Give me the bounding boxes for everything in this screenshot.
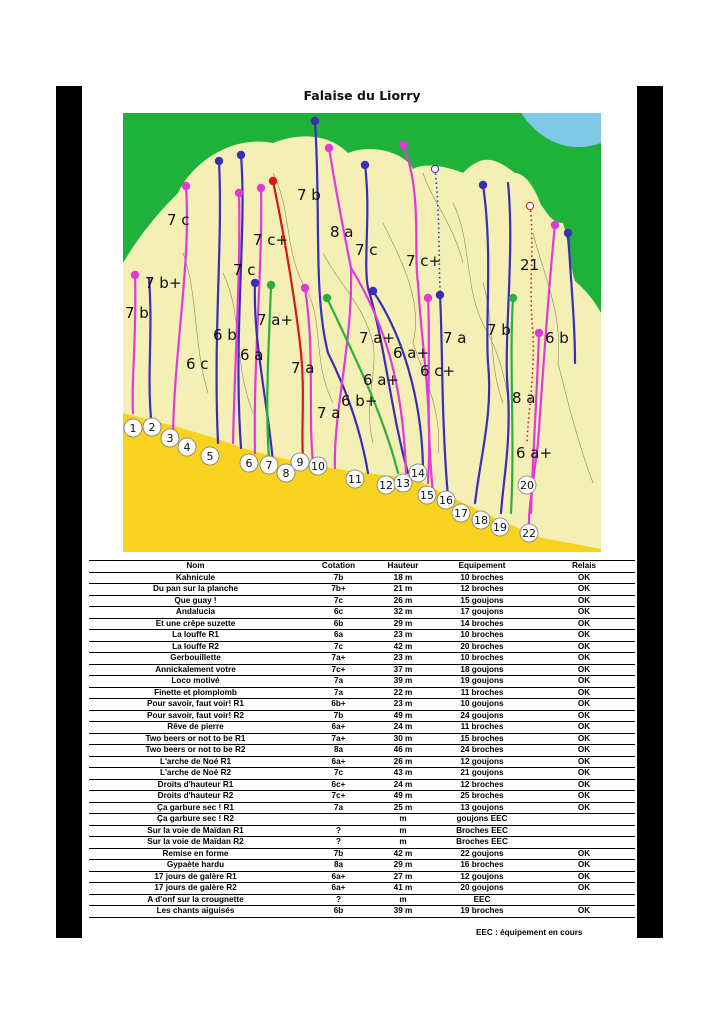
cell-equipement: 11 broches (431, 687, 533, 699)
route-grade-label: 6 b+ (341, 392, 378, 410)
table-row (89, 687, 635, 699)
cell-cotation: 6b (302, 618, 375, 630)
table-row (89, 699, 635, 711)
right-black-border (637, 86, 663, 938)
table-row (89, 871, 635, 883)
cell-equipement: 12 broches (431, 779, 533, 791)
cell-nom: Andalucia (89, 607, 302, 619)
cell-nom: Que guay ! (89, 595, 302, 607)
table-row (89, 883, 635, 895)
cell-equipement: 10 broches (431, 630, 533, 642)
route-number-label: 4 (183, 441, 191, 454)
cell-equipement: 11 broches (431, 722, 533, 734)
cell-cotation: 7c+ (302, 791, 375, 803)
cell-hauteur: 39 m (375, 906, 431, 918)
route-number-label: 7 (265, 459, 273, 472)
cell-relais: OK (533, 676, 635, 688)
cell-nom: Finette et plomplomb (89, 687, 302, 699)
route-anchor-dot (301, 284, 309, 292)
route-number-label: 15 (420, 489, 434, 502)
table-row (89, 572, 635, 584)
route-number-label: 5 (206, 450, 214, 463)
cell-cotation: 7c (302, 641, 375, 653)
cell-hauteur: 27 m (375, 871, 431, 883)
route-number-label: 8 (282, 467, 290, 480)
cell-cotation: 7b+ (302, 584, 375, 596)
table-header-row (89, 561, 635, 573)
cell-cotation: 7b (302, 710, 375, 722)
cell-equipement: Broches EEC (431, 837, 533, 849)
route-number-marker (418, 486, 436, 504)
table-row (89, 733, 635, 745)
cell-cotation: 6b (302, 906, 375, 918)
cell-equipement: Broches EEC (431, 825, 533, 837)
footnote: EEC : équipement en cours (476, 928, 583, 937)
route-anchor-dot (399, 141, 407, 149)
cell-cotation: 7a+ (302, 733, 375, 745)
route-number-label: 19 (493, 521, 507, 534)
cell-nom: Rêve de pierre (89, 722, 302, 734)
cell-equipement: 20 broches (431, 641, 533, 653)
cell-cotation: 8a (302, 745, 375, 757)
cell-cotation: 6c+ (302, 779, 375, 791)
cell-hauteur: 26 m (375, 595, 431, 607)
route-anchor-dot (479, 181, 487, 189)
table-row (89, 630, 635, 642)
cell-relais: OK (533, 618, 635, 630)
table-row (89, 584, 635, 596)
route-number-label: 11 (348, 473, 362, 486)
cell-hauteur: 24 m (375, 722, 431, 734)
cell-nom: A d'onf sur la crougnette (89, 894, 302, 906)
cell-hauteur: 42 m (375, 641, 431, 653)
cell-nom: Kahnicule (89, 572, 302, 584)
route-anchor-dot (424, 294, 432, 302)
route-grade-label: 6 a+ (363, 371, 400, 389)
cell-nom: Pour savoir, faut voir! R2 (89, 710, 302, 722)
cell-hauteur: 43 m (375, 768, 431, 780)
cell-nom: Two beers or not to be R1 (89, 733, 302, 745)
route-number-marker (240, 454, 258, 472)
cell-nom: La louffe R1 (89, 630, 302, 642)
route-anchor-dot (361, 161, 369, 169)
cell-relais: OK (533, 699, 635, 711)
cell-relais: OK (533, 860, 635, 872)
cell-cotation: ? (302, 825, 375, 837)
table-row (89, 641, 635, 653)
table-row (89, 664, 635, 676)
header-nom: Nom (89, 561, 302, 573)
route-anchor-dot (269, 177, 277, 185)
table-row (89, 676, 635, 688)
route-grade-label: 7 b+ (145, 274, 182, 292)
cell-nom: 17 jours de galère R1 (89, 871, 302, 883)
cell-equipement: 15 goujons (431, 595, 533, 607)
cell-nom: Gypaète hardu (89, 860, 302, 872)
cell-equipement: 17 goujons (431, 607, 533, 619)
route-grade-label: 6 a+ (393, 344, 430, 362)
route-number-marker (409, 464, 427, 482)
route-number-marker (518, 476, 536, 494)
route-grade-label: 7 a+ (257, 311, 294, 329)
route-grade-label: 6 c+ (420, 362, 456, 380)
route-number-label: 1 (129, 422, 137, 435)
route-grade-label: 6 b (213, 326, 237, 344)
route-number-label: 13 (396, 477, 410, 490)
cell-nom: Sur la voie de Maïdan R2 (89, 837, 302, 849)
table-row (89, 906, 635, 918)
cell-hauteur: m (375, 837, 431, 849)
cell-hauteur: 32 m (375, 607, 431, 619)
route-grade-label: 7 c+ (406, 252, 442, 270)
cell-cotation: 7b (302, 572, 375, 584)
table-row (89, 710, 635, 722)
route-anchor-dot (551, 221, 559, 229)
cell-equipement: 16 broches (431, 860, 533, 872)
cell-relais: OK (533, 641, 635, 653)
cell-hauteur: 25 m (375, 802, 431, 814)
route-number-marker (520, 524, 538, 542)
route-anchor-dot (311, 117, 319, 125)
cell-nom: Remise en forme (89, 848, 302, 860)
cell-hauteur: 23 m (375, 653, 431, 665)
cell-equipement: 24 broches (431, 745, 533, 757)
route-grade-label: 21 (520, 256, 540, 274)
cell-relais: OK (533, 722, 635, 734)
cell-relais: OK (533, 710, 635, 722)
route-anchor-dot (251, 279, 259, 287)
cell-nom: Ça garbure sec ! R2 (89, 814, 302, 826)
table-row (89, 802, 635, 814)
table-row (89, 756, 635, 768)
cell-hauteur: 26 m (375, 756, 431, 768)
table-row (89, 745, 635, 757)
cell-cotation (302, 814, 375, 826)
table-row (89, 848, 635, 860)
route-number-marker (472, 511, 490, 529)
header-equipement: Equipement (431, 561, 533, 573)
cell-hauteur: 29 m (375, 618, 431, 630)
cell-relais: OK (533, 883, 635, 895)
cell-nom: Les chants aiguisés (89, 906, 302, 918)
route-anchor-dot (509, 294, 517, 302)
cell-relais: OK (533, 733, 635, 745)
cell-equipement: 21 goujons (431, 768, 533, 780)
route-anchor-dot (257, 184, 265, 192)
cell-cotation: 7b (302, 848, 375, 860)
route-number-marker (309, 457, 327, 475)
cell-relais: OK (533, 584, 635, 596)
cell-relais (533, 814, 635, 826)
route-number-marker (143, 418, 161, 436)
cell-hauteur: 29 m (375, 860, 431, 872)
table-row (89, 607, 635, 619)
cell-hauteur: 23 m (375, 699, 431, 711)
cell-cotation: 7a (302, 687, 375, 699)
cell-equipement: 19 goujons (431, 676, 533, 688)
table-row (89, 791, 635, 803)
route-grade-label: 6 a+ (516, 444, 553, 462)
route-anchor-dot (369, 287, 377, 295)
cell-hauteur: 37 m (375, 664, 431, 676)
route-number-marker (437, 491, 455, 509)
cell-equipement: 12 broches (431, 584, 533, 596)
cell-relais: OK (533, 871, 635, 883)
cell-hauteur: 30 m (375, 733, 431, 745)
cell-hauteur: 18 m (375, 572, 431, 584)
cell-relais (533, 894, 635, 906)
cell-equipement: EEC (431, 894, 533, 906)
page-title: Falaise du Liorry (303, 88, 421, 103)
cell-nom: Sur la voie de Maïdan R1 (89, 825, 302, 837)
header-cotation: Cotation (302, 561, 375, 573)
table-row (89, 837, 635, 849)
route-grade-label: 7 c (167, 211, 190, 229)
cell-equipement: 24 goujons (431, 710, 533, 722)
cell-cotation: 6b+ (302, 699, 375, 711)
route-number-label: 6 (245, 457, 253, 470)
header-relais: Relais (533, 561, 635, 573)
route-anchor-dot (323, 294, 331, 302)
route-grade-label: 7 a (317, 404, 341, 422)
cell-relais: OK (533, 607, 635, 619)
route-number-marker (201, 447, 219, 465)
cell-hauteur: 42 m (375, 848, 431, 860)
table-row (89, 825, 635, 837)
left-black-border (56, 86, 82, 938)
cell-cotation: 7c+ (302, 664, 375, 676)
cell-cotation: 6a+ (302, 722, 375, 734)
cell-nom: Ça garbure sec ! R1 (89, 802, 302, 814)
route-grade-label: 7 c (355, 241, 378, 259)
route-anchor-dot (237, 151, 245, 159)
route-number-marker (291, 453, 309, 471)
cell-cotation: 7a (302, 802, 375, 814)
route-number-label: 20 (520, 479, 534, 492)
cell-relais: OK (533, 653, 635, 665)
cell-equipement: 18 goujons (431, 664, 533, 676)
route-number-marker (394, 474, 412, 492)
route-anchor-dot (535, 329, 543, 337)
route-number-marker (260, 456, 278, 474)
cell-relais: OK (533, 779, 635, 791)
route-grade-label: 6 b (545, 329, 569, 347)
cell-equipement: 12 goujons (431, 756, 533, 768)
cell-relais: OK (533, 664, 635, 676)
cell-cotation: 7a (302, 676, 375, 688)
route-anchor-dot (131, 271, 139, 279)
cell-cotation: 7a+ (302, 653, 375, 665)
route-grade-label: 8 a (512, 389, 536, 407)
cell-nom: La louffe R2 (89, 641, 302, 653)
route-number-marker (161, 429, 179, 447)
route-grade-label: 7 b (297, 186, 321, 204)
cell-equipement: 14 broches (431, 618, 533, 630)
route-number-marker (377, 476, 395, 494)
table-row (89, 894, 635, 906)
table-row (89, 814, 635, 826)
table-body (89, 572, 635, 917)
cell-hauteur: m (375, 825, 431, 837)
route-line (149, 278, 151, 418)
cell-equipement: 10 broches (431, 572, 533, 584)
route-number-label: 3 (166, 432, 174, 445)
route-grade-label: 7 c+ (253, 231, 289, 249)
route-grade-label: 7 c (233, 261, 256, 279)
route-grade-label: 6 c (186, 355, 209, 373)
cell-equipement: 20 goujons (431, 883, 533, 895)
cell-nom: Droits d'hauteur R1 (89, 779, 302, 791)
cell-relais: OK (533, 745, 635, 757)
cell-equipement: 15 broches (431, 733, 533, 745)
cell-hauteur: m (375, 894, 431, 906)
cell-nom: Pour savoir, faut voir! R1 (89, 699, 302, 711)
routes-table (89, 560, 635, 918)
cell-nom: Annickalement votre (89, 664, 302, 676)
cell-relais (533, 837, 635, 849)
route-grade-label: 7 b (125, 304, 149, 322)
cell-relais: OK (533, 906, 635, 918)
route-grade-label: 7 a (291, 359, 315, 377)
route-number-label: 2 (148, 421, 156, 434)
cell-relais: OK (533, 595, 635, 607)
route-grade-label: 8 a (330, 223, 354, 241)
cell-relais: OK (533, 768, 635, 780)
cell-cotation: ? (302, 894, 375, 906)
cell-equipement: 10 broches (431, 653, 533, 665)
cell-relais: OK (533, 802, 635, 814)
cell-hauteur: 39 m (375, 676, 431, 688)
cell-equipement: 13 goujons (431, 802, 533, 814)
route-number-marker (491, 518, 509, 536)
cell-hauteur: 49 m (375, 791, 431, 803)
route-number-marker (452, 504, 470, 522)
route-number-marker (346, 470, 364, 488)
route-grade-label: 7 a (443, 329, 467, 347)
route-number-marker (178, 438, 196, 456)
cell-cotation: 6a+ (302, 756, 375, 768)
table-row (89, 779, 635, 791)
cell-equipement: goujons EEC (431, 814, 533, 826)
cell-cotation: 7c (302, 768, 375, 780)
route-anchor-dot (235, 189, 243, 197)
cell-hauteur: 49 m (375, 710, 431, 722)
cell-relais: OK (533, 756, 635, 768)
cell-equipement: 10 goujons (431, 699, 533, 711)
table-row (89, 653, 635, 665)
route-project-dot (431, 165, 438, 172)
route-number-label: 12 (379, 479, 393, 492)
cell-hauteur: 46 m (375, 745, 431, 757)
cell-relais: OK (533, 791, 635, 803)
cell-nom: 17 jours de galère R2 (89, 883, 302, 895)
route-grade-label: 6 a (240, 346, 264, 364)
route-grade-label: 7 b (487, 321, 511, 339)
route-number-marker (124, 419, 142, 437)
cell-nom: Et une crêpe suzette (89, 618, 302, 630)
route-anchor-dot (267, 281, 275, 289)
table-row (89, 722, 635, 734)
table-row (89, 768, 635, 780)
route-number-label: 22 (522, 527, 536, 540)
table-row (89, 860, 635, 872)
route-anchor-dot (182, 182, 190, 190)
route-number-label: 18 (474, 514, 488, 527)
cell-relais: OK (533, 630, 635, 642)
table-row (89, 618, 635, 630)
route-number-label: 17 (454, 507, 468, 520)
route-number-label: 14 (411, 467, 425, 480)
cell-cotation: ? (302, 837, 375, 849)
cell-equipement: 12 goujons (431, 871, 533, 883)
cell-cotation: 6a (302, 630, 375, 642)
cell-nom: Loco motivé (89, 676, 302, 688)
cell-nom: Gerbouillette (89, 653, 302, 665)
cell-hauteur: 22 m (375, 687, 431, 699)
cell-nom: L'arche de Noé R1 (89, 756, 302, 768)
route-anchor-dot (564, 229, 572, 237)
cell-nom: Du pan sur la planche (89, 584, 302, 596)
route-grade-label: 7 a+ (359, 329, 396, 347)
cell-nom: Two beers or not to be R2 (89, 745, 302, 757)
cell-hauteur: 41 m (375, 883, 431, 895)
cell-nom: Droits d'hauteur R2 (89, 791, 302, 803)
route-anchor-dot (325, 144, 333, 152)
cell-cotation: 6a+ (302, 871, 375, 883)
cell-equipement: 25 broches (431, 791, 533, 803)
route-number-label: 9 (296, 456, 304, 469)
cell-cotation: 8a (302, 860, 375, 872)
cliff-topo-image (123, 113, 601, 552)
cell-hauteur: m (375, 814, 431, 826)
cell-hauteur: 23 m (375, 630, 431, 642)
route-number-label: 10 (311, 460, 325, 473)
cell-equipement: 19 broches (431, 906, 533, 918)
cell-relais (533, 825, 635, 837)
cell-relais: OK (533, 572, 635, 584)
route-number-label: 16 (439, 494, 453, 507)
cell-cotation: 6c (302, 607, 375, 619)
table-row (89, 595, 635, 607)
cell-equipement: 22 goujons (431, 848, 533, 860)
cell-cotation: 6a+ (302, 883, 375, 895)
header-hauteur: Hauteur (375, 561, 431, 573)
cell-hauteur: 24 m (375, 779, 431, 791)
route-project-dot (526, 202, 533, 209)
cliff-topo-drawing (123, 113, 601, 552)
cell-nom: L'arche de Noé R2 (89, 768, 302, 780)
cell-hauteur: 21 m (375, 584, 431, 596)
cell-relais: OK (533, 848, 635, 860)
cell-cotation: 7c (302, 595, 375, 607)
cell-relais: OK (533, 687, 635, 699)
route-anchor-dot (215, 157, 223, 165)
